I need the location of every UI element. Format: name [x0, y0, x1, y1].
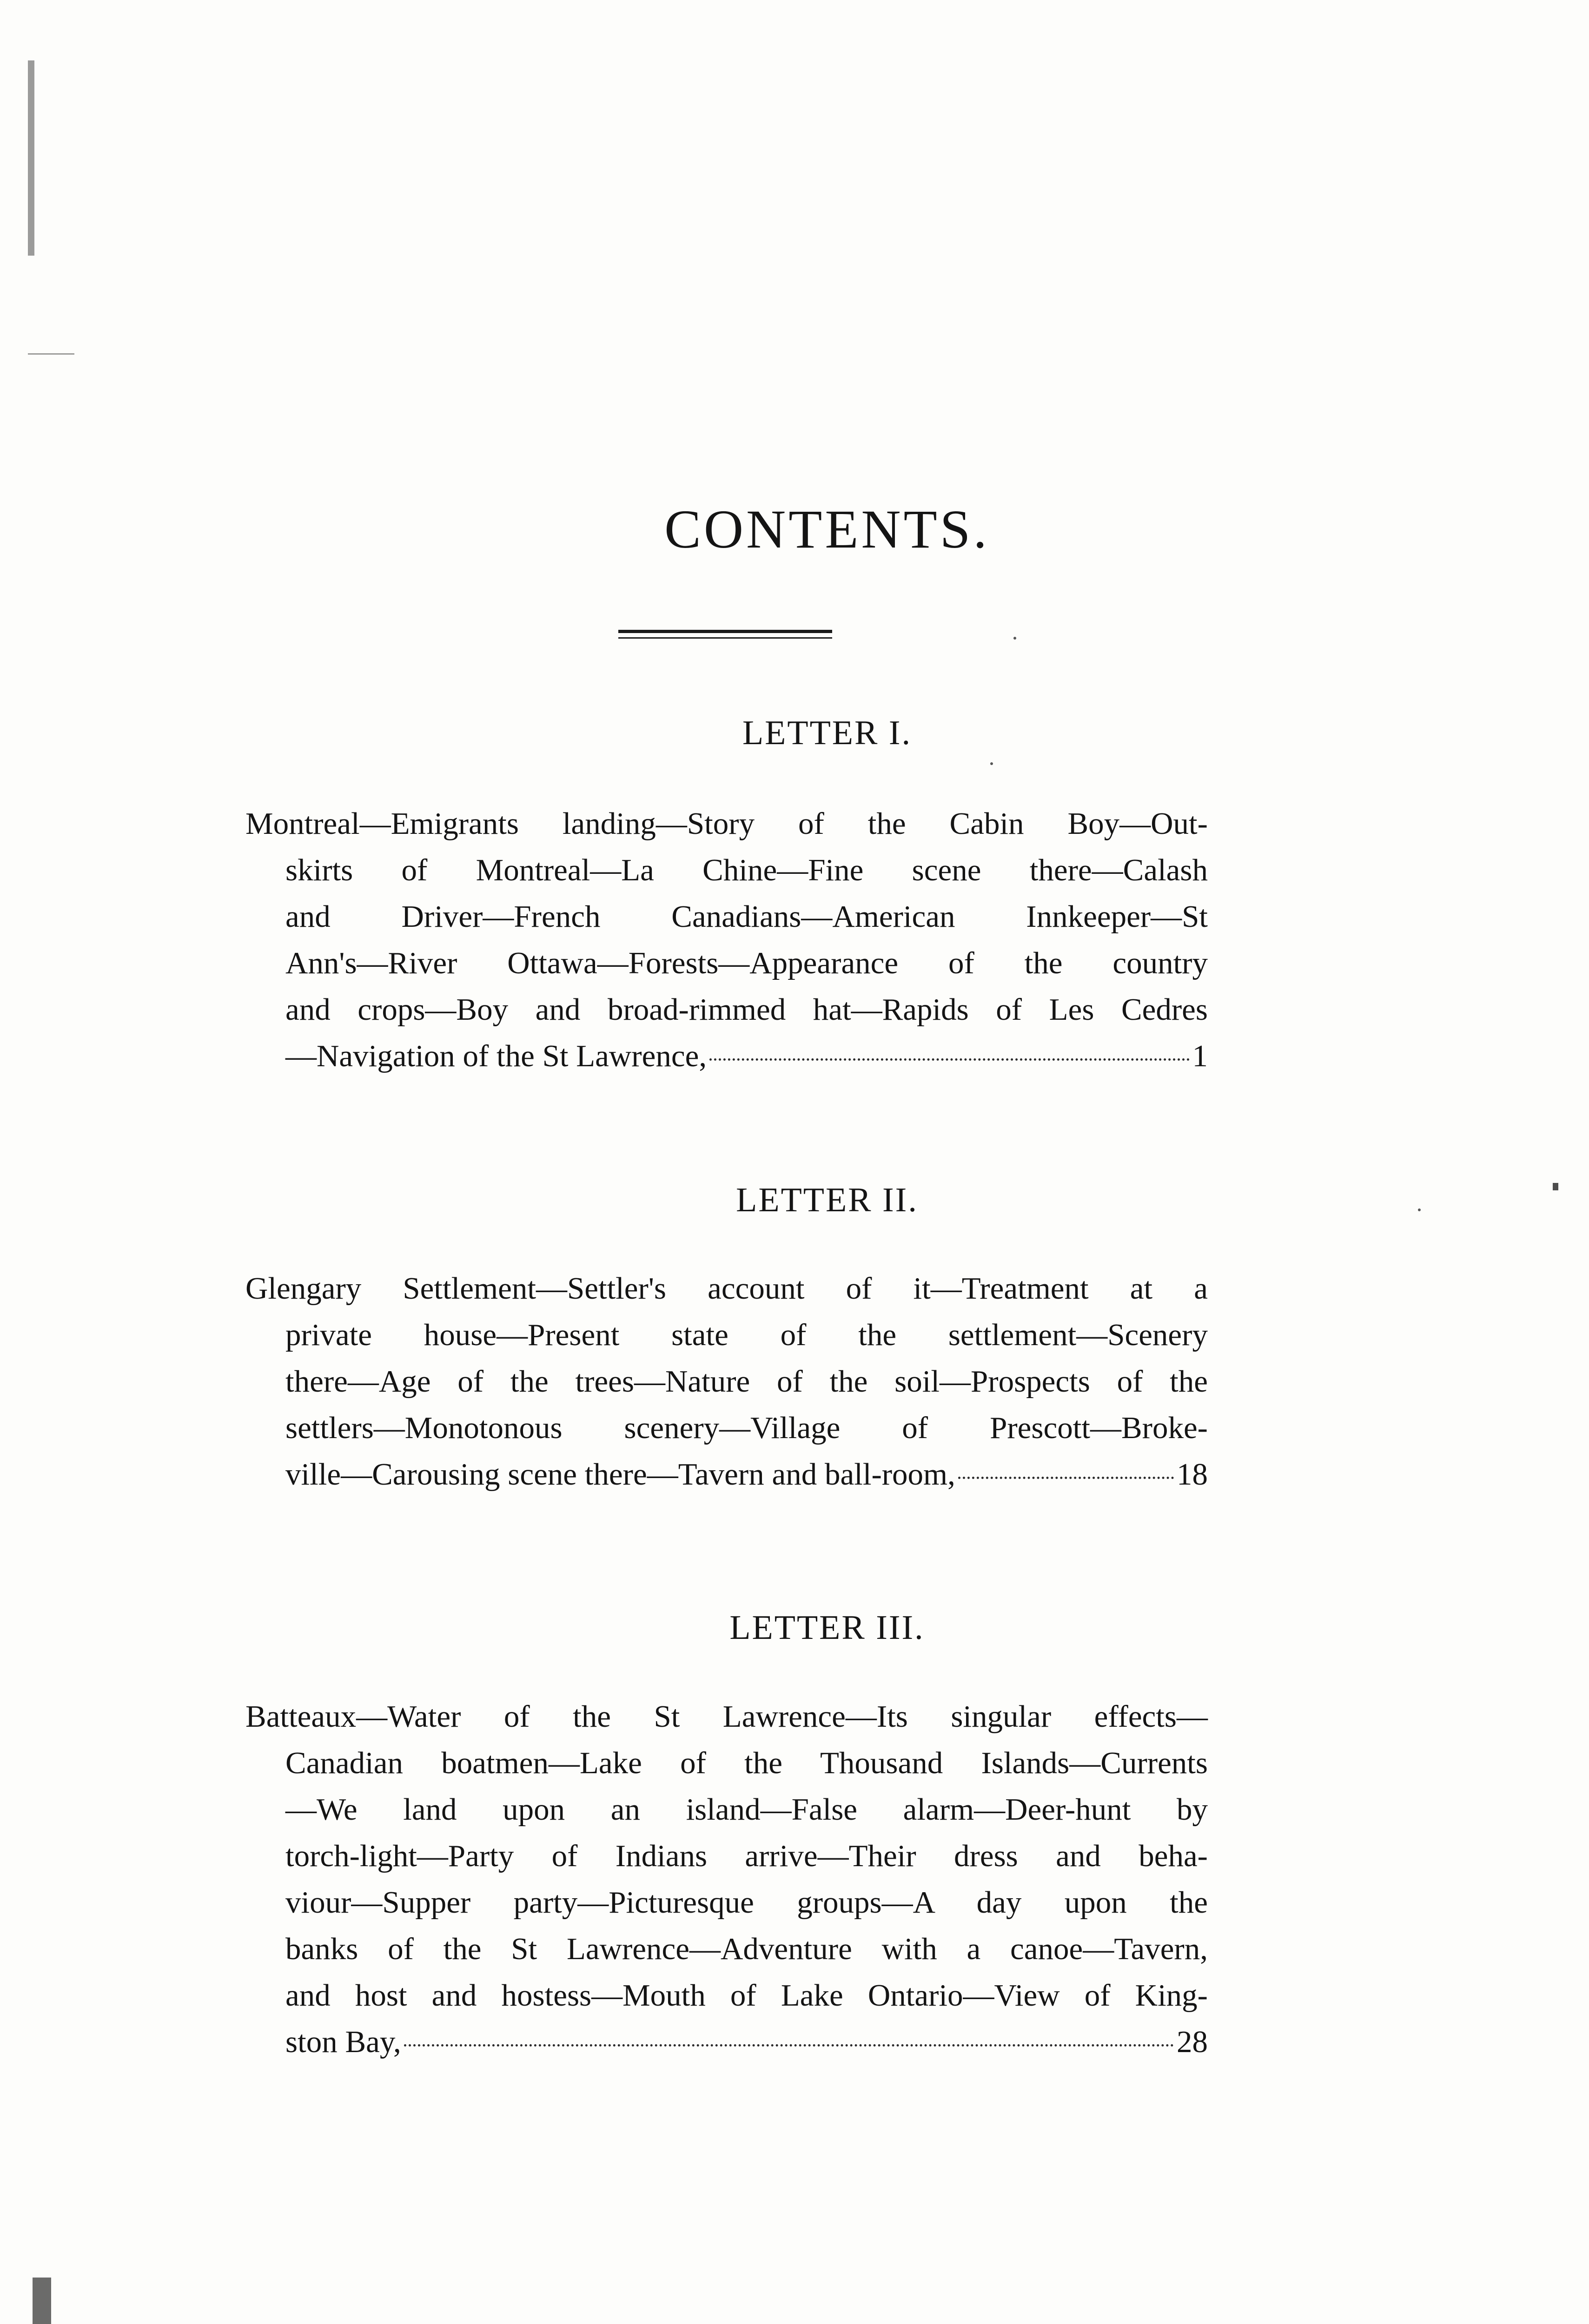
entry-line: Canadian boatmen—Lake of the Thousand Islands—Currents [285, 1746, 1208, 1780]
dot-leader [958, 1477, 1174, 1479]
entry-line-text: ville—Carousing scene there—Tavern and ball-room, [285, 1457, 955, 1492]
entry-line: skirts of Montreal—La Chine—Fine scene there—Calash [285, 853, 1208, 887]
entry-line-text: ston Bay, [285, 2025, 401, 2059]
entry-line: torch-light—Party of Indians arrive—Their dress and beha- [285, 1839, 1208, 1873]
entry-line: Montreal—Emigrants landing—Story of the Cabin Boy—Out- [245, 806, 1208, 841]
letter-1-entry [245, 800, 1208, 1079]
ink-speck [990, 762, 993, 765]
letter-1-heading: LETTER I. [742, 714, 912, 752]
page-number: 1 [1192, 1039, 1208, 1073]
page-title: CONTENTS. [664, 499, 990, 560]
rule-thin-line [618, 637, 832, 639]
scan-edge-mark [1553, 1183, 1558, 1190]
letter-3-heading: LETTER III. [729, 1609, 925, 1647]
letter-2-entry [245, 1265, 1208, 1498]
letter-2-heading: LETTER II. [736, 1181, 918, 1219]
entry-line: Ann's—River Ottawa—Forests—Appearance of the country [285, 946, 1208, 980]
entry-line: and crops—Boy and broad-rimmed hat—Rapids of Les Cedres [285, 992, 1208, 1027]
entry-line: and Driver—French Canadians—American Innkeeper—St [285, 899, 1208, 934]
entry-last-line [245, 1033, 1208, 1079]
entry-line-text: —Navigation of the St Lawrence, [285, 1039, 707, 1073]
scan-edge-mark [33, 2278, 51, 2324]
scan-edge-mark [28, 353, 74, 355]
entry-last-line [245, 2019, 1208, 2065]
double-rule-divider [618, 630, 832, 642]
entry-line: Batteaux—Water of the St Lawrence—Its singular effects— [245, 1699, 1208, 1734]
ink-speck [1418, 1208, 1421, 1211]
entry-line: settlers—Monotonous scenery—Village of Prescott—Broke- [285, 1411, 1208, 1445]
entry-line: viour—Supper party—Picturesque groups—A day upon the [285, 1885, 1208, 1920]
entry-line: —We land upon an island—False alarm—Deer-hunt by [285, 1792, 1208, 1827]
entry-line: Glengary Settlement—Settler's account of it—Treatment at a [245, 1271, 1208, 1306]
entry-last-line [245, 1451, 1208, 1498]
rule-thick-line [618, 630, 832, 633]
scan-edge-mark [28, 60, 34, 256]
page-number: 28 [1177, 2025, 1208, 2059]
entry-line: there—Age of the trees—Nature of the soil—Prospects of the [285, 1364, 1208, 1399]
entry-line: private house—Present state of the settlement—Scenery [285, 1318, 1208, 1352]
letter-3-entry [245, 1693, 1208, 2065]
entry-line: banks of the St Lawrence—Adventure with a canoe—Tavern, [285, 1932, 1208, 1966]
entry-line: and host and hostess—Mouth of Lake Ontario—View of King- [285, 1978, 1208, 2013]
page-number: 18 [1177, 1457, 1208, 1492]
ink-speck [1013, 637, 1016, 640]
dot-leader [404, 2044, 1174, 2047]
dot-leader [709, 1058, 1189, 1061]
